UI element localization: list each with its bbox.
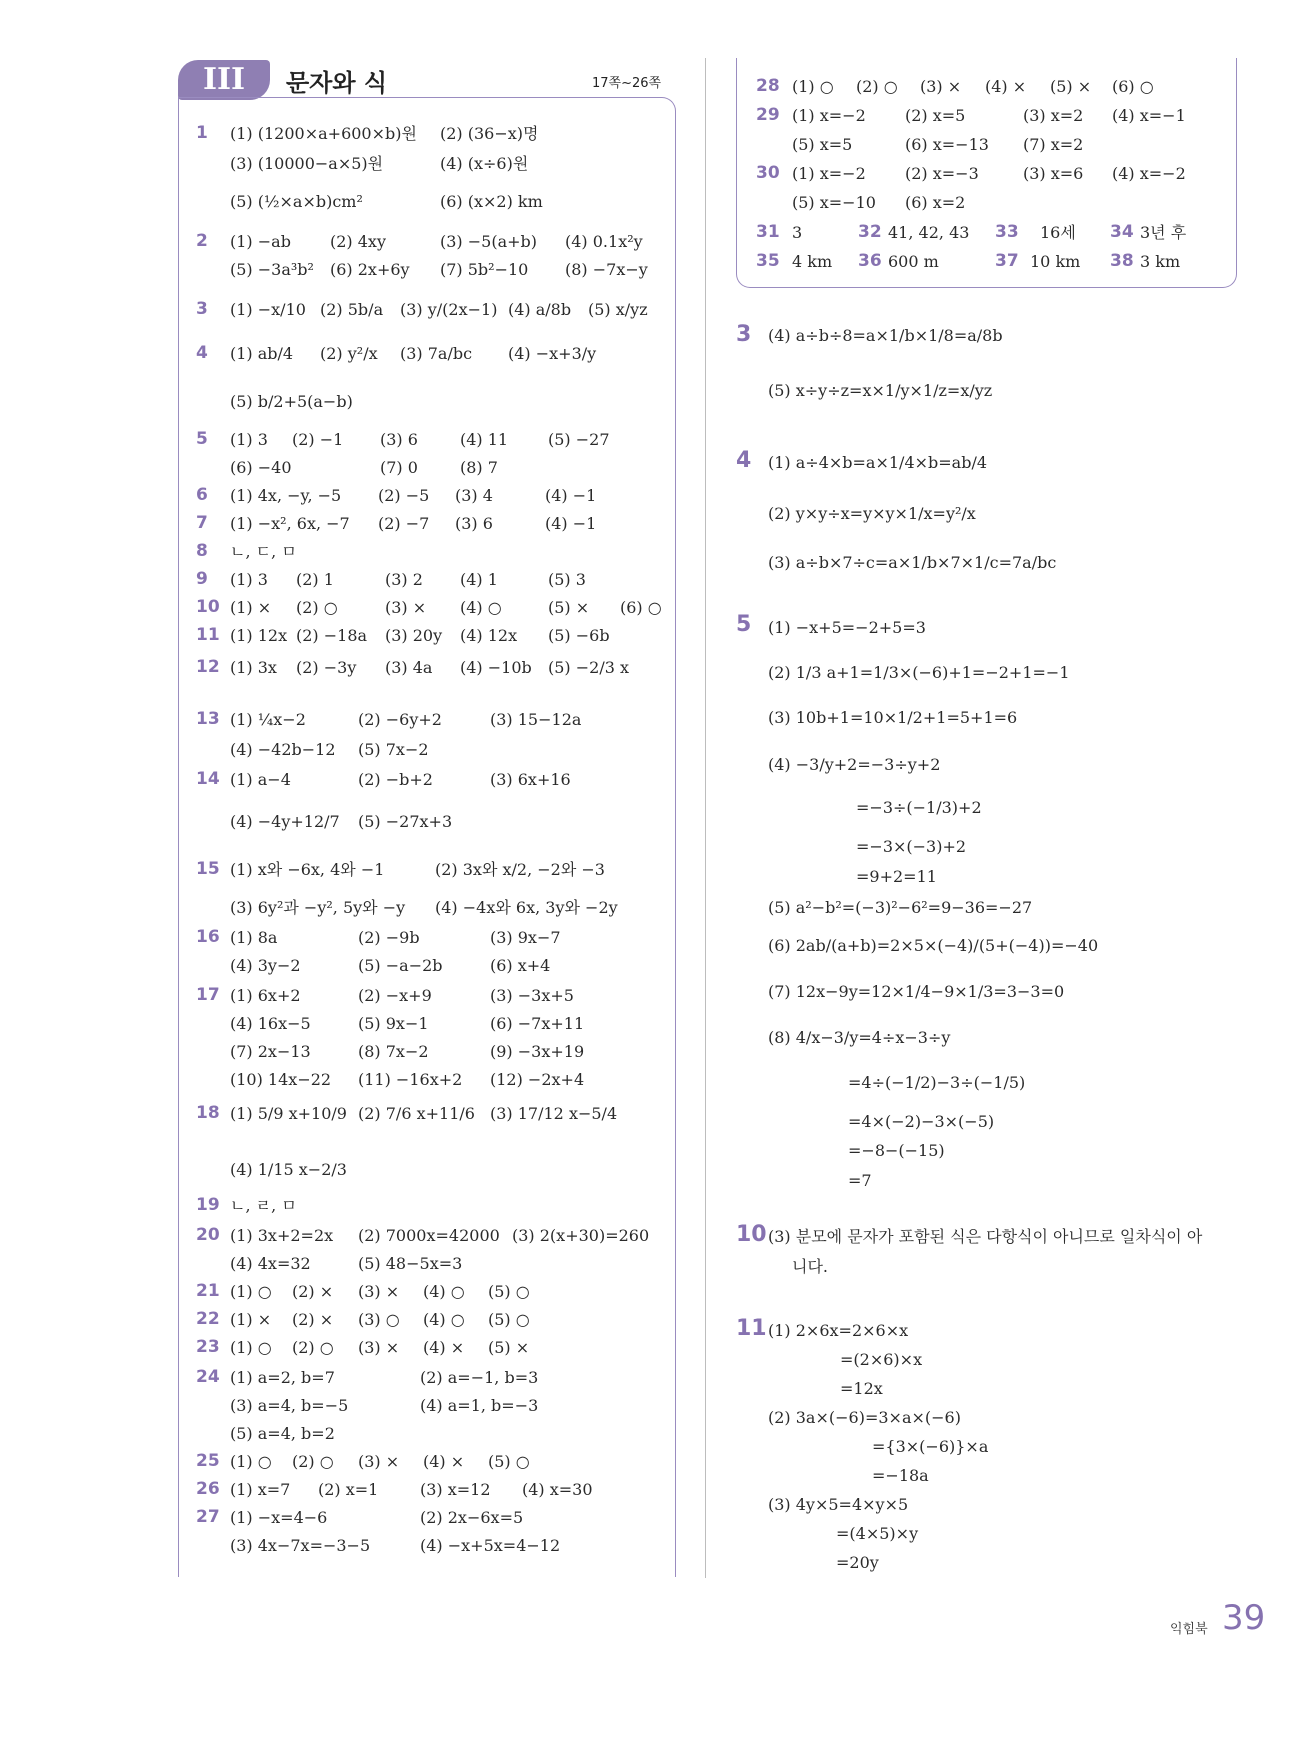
- answer-item: (4) x=30: [522, 1480, 593, 1499]
- answer-item: (5) −2/3 x: [548, 658, 630, 677]
- answer-item: (4) 1: [460, 570, 498, 589]
- answer-number: 23: [196, 1337, 220, 1357]
- solution-line: (4) −3/y+2=−3÷y+2: [768, 755, 941, 774]
- answer-item: ㄴ, ㄹ, ㅁ: [230, 1196, 297, 1215]
- solution-line: (3) 10b+1=10×1/2+1=5+1=6: [768, 708, 1018, 727]
- solution-line: (7) 12x−9y=12×1/4−9×1/3=3−3=0: [768, 982, 1065, 1001]
- solution-line: =12x: [840, 1379, 883, 1398]
- answer-number: 21: [196, 1281, 220, 1301]
- answer-number: 30: [756, 163, 780, 183]
- solution-line: =−3×(−3)+2: [856, 837, 967, 856]
- answer-item: (1) 12x: [230, 626, 288, 645]
- answer-item: (3) −5(a+b): [440, 232, 538, 251]
- solution-line: =4×(−2)−3×(−5): [848, 1112, 995, 1131]
- answer-item: (2) 2x−6x=5: [420, 1508, 524, 1527]
- solution-line: (4) a÷b÷8=a×1/b×1/8=a/8b: [768, 326, 1003, 345]
- footer-label: 익힘북: [1170, 1622, 1208, 1637]
- answer-item: (7) 5b²−10: [440, 260, 529, 279]
- answer-item: (3) (10000−a×5)원: [230, 154, 384, 173]
- answer-item: 3년 후: [1140, 223, 1187, 242]
- answer-item: 41, 42, 43: [888, 223, 970, 242]
- answer-number: 7: [196, 513, 208, 533]
- answer-item: (1) −ab: [230, 232, 291, 251]
- answer-item: (4) x=−2: [1112, 164, 1186, 183]
- answer-item: (4) 0.1x²y: [565, 232, 643, 251]
- answer-item: 3: [792, 223, 803, 242]
- answer-item: (3) ×: [385, 598, 427, 617]
- answer-item: (1) 3x+2=2x: [230, 1226, 334, 1245]
- answer-item: (1) 3: [230, 430, 268, 449]
- solution-line: =−3÷(−1/3)+2: [856, 798, 982, 817]
- answer-item: (1) x=−2: [792, 164, 866, 183]
- answer-item: (4) 4x=32: [230, 1254, 311, 1273]
- answer-item: (1) ab/4: [230, 344, 294, 363]
- answer-number: 8: [196, 541, 208, 561]
- solution-number: 3: [736, 322, 752, 347]
- answer-number: 10: [196, 597, 220, 617]
- answer-item: (5) x/yz: [588, 300, 648, 319]
- answer-item: (4) a/8b: [508, 300, 572, 319]
- answer-item: (2) −7: [378, 514, 430, 533]
- answer-item: (2) (36−x)명: [440, 124, 539, 143]
- answer-item: (4) 11: [460, 430, 509, 449]
- answer-item: (1) ×: [230, 1310, 272, 1329]
- answer-item: (10) 14x−22: [230, 1070, 332, 1089]
- solution-line: (1) 2×6x=2×6×x: [768, 1321, 909, 1340]
- answer-item: (8) −7x−y: [565, 260, 648, 279]
- answer-item: (3) 20y: [385, 626, 443, 645]
- answer-item: (4) −1: [545, 514, 597, 533]
- answer-item: (12) −2x+4: [490, 1070, 585, 1089]
- answer-item: (4) −1: [545, 486, 597, 505]
- answer-item: (1) ○: [792, 77, 834, 96]
- answer-number: 33: [995, 222, 1019, 242]
- answer-number: 19: [196, 1195, 220, 1215]
- solution-number: 10: [736, 1222, 767, 1247]
- answer-item: (4) −10b: [460, 658, 532, 677]
- answer-number: 11: [196, 625, 220, 645]
- answer-item: (2) 5b/a: [320, 300, 384, 319]
- answer-number: 22: [196, 1309, 220, 1329]
- chapter-numeral: III: [178, 60, 270, 100]
- answer-item: (2) −6y+2: [358, 710, 442, 729]
- answer-item: (4) 1/15 x−2/3: [230, 1160, 347, 1179]
- answer-number: 6: [196, 485, 208, 505]
- answer-item: (3) 6: [380, 430, 418, 449]
- answer-item: (5) 3: [548, 570, 586, 589]
- answer-item: (1) a=2, b=7: [230, 1368, 335, 1387]
- answer-item: (5) −27: [548, 430, 610, 449]
- answer-item: (6) −40: [230, 458, 292, 477]
- answer-item: (1) x=−2: [792, 106, 866, 125]
- answer-item: (6) (x×2) km: [440, 192, 543, 211]
- answer-number: 25: [196, 1451, 220, 1471]
- answer-number: 4: [196, 343, 208, 363]
- answer-item: (2) ×: [292, 1282, 334, 1301]
- answer-item: (2) −b+2: [358, 770, 433, 789]
- answer-item: (1) 3x: [230, 658, 277, 677]
- answer-item: (3) x=12: [420, 1480, 491, 1499]
- answer-number: 15: [196, 859, 220, 879]
- answer-item: (3) ×: [358, 1282, 400, 1301]
- answer-item: (2) 1: [296, 570, 334, 589]
- answer-item: (2) ○: [856, 77, 898, 96]
- solution-line: (2) 3a×(−6)=3×a×(−6): [768, 1408, 961, 1427]
- answer-item: (1) a−4: [230, 770, 291, 789]
- solution-line: (5) x÷y÷z=x×1/y×1/z=x/yz: [768, 381, 993, 400]
- answer-item: (8) 7x−2: [358, 1042, 429, 1061]
- answer-number: 13: [196, 709, 220, 729]
- answer-item: (1) 5/9 x+10/9: [230, 1104, 347, 1123]
- answer-item: (2) 7/6 x+11/6: [358, 1104, 475, 1123]
- answer-item: (3) 7a/bc: [400, 344, 473, 363]
- answer-item: (7) 2x−13: [230, 1042, 311, 1061]
- answer-item: (5) 48−5x=3: [358, 1254, 463, 1273]
- answer-number: 29: [756, 105, 780, 125]
- answer-item: (4) −4y+12/7: [230, 812, 340, 831]
- solution-number: 5: [736, 612, 752, 637]
- solution-line: (3) 4y×5=4×y×5: [768, 1495, 909, 1514]
- solution-line: =9+2=11: [856, 867, 937, 886]
- answer-item: (4) (x÷6)원: [440, 154, 529, 173]
- solution-number: 11: [736, 1316, 767, 1341]
- answer-item: (3) x=2: [1023, 106, 1084, 125]
- answer-number: 18: [196, 1103, 220, 1123]
- answer-item: 16세: [1040, 223, 1076, 242]
- answer-item: (5) 7x−2: [358, 740, 429, 759]
- answer-item: (2) x=5: [905, 106, 966, 125]
- answer-item: (3) y/(2x−1): [400, 300, 498, 319]
- answer-number: 20: [196, 1225, 220, 1245]
- answer-item: (6) ○: [1112, 77, 1154, 96]
- answer-item: (3) 6: [455, 514, 493, 533]
- answer-item: (5) a=4, b=2: [230, 1424, 335, 1443]
- column-divider: [705, 58, 706, 1578]
- answer-item: (6) x=2: [905, 193, 966, 212]
- answer-item: (4) ○: [460, 598, 502, 617]
- answer-item: (3) ×: [358, 1338, 400, 1357]
- answer-item: (1) (1200×a+600×b)원: [230, 124, 417, 143]
- answer-item: (4) −x+3/y: [508, 344, 597, 363]
- answer-item: (4) ×: [985, 77, 1027, 96]
- solution-line: =−8−(−15): [848, 1141, 945, 1160]
- answer-item: (3) 4a: [385, 658, 433, 677]
- answer-item: (1) 4x, −y, −5: [230, 486, 342, 505]
- answer-item: (4) ○: [423, 1282, 465, 1301]
- answer-item: (3) x=6: [1023, 164, 1084, 183]
- answer-item: (2) −18a: [296, 626, 368, 645]
- solution-line: =4÷(−1/2)−3÷(−1/5): [848, 1073, 1026, 1092]
- answer-item: (3) 2(x+30)=260: [512, 1226, 650, 1245]
- answer-item: (3) 6y²과 −y², 5y와 −y: [230, 898, 406, 917]
- solution-line: (1) −x+5=−2+5=3: [768, 618, 926, 637]
- solution-line: (3) a÷b×7÷c=a×1/b×7×1/c=7a/bc: [768, 553, 1057, 572]
- answer-item: (3) 4x−7x=−3−5: [230, 1536, 371, 1555]
- answer-item: (4) ×: [423, 1338, 465, 1357]
- answer-item: (2) y²/x: [320, 344, 378, 363]
- solution-line: =(2×6)×x: [840, 1350, 923, 1369]
- answer-item: (4) −42b−12: [230, 740, 336, 759]
- answer-item: (2) −5: [378, 486, 430, 505]
- solution-line: (8) 4/x−3/y=4÷x−3÷y: [768, 1028, 951, 1047]
- answer-item: (3) 15−12a: [490, 710, 582, 729]
- answer-item: (5) −3a³b²: [230, 260, 314, 279]
- answer-number: 35: [756, 251, 780, 271]
- answer-number: 31: [756, 222, 780, 242]
- answer-item: (5) (½×a×b)cm²: [230, 192, 363, 211]
- answer-item: (5) −6b: [548, 626, 610, 645]
- answer-item: (5) ○: [488, 1282, 530, 1301]
- solution-line: =20y: [836, 1553, 879, 1572]
- answer-item: (5) ×: [1050, 77, 1092, 96]
- answer-item: (4) 16x−5: [230, 1014, 311, 1033]
- answer-number: 37: [995, 251, 1019, 271]
- chapter-title: 문자와 식: [286, 69, 388, 97]
- answer-item: 4 km: [792, 252, 833, 271]
- answer-item: (1) −x², 6x, −7: [230, 514, 350, 533]
- answer-number: 5: [196, 429, 208, 449]
- answer-item: (1) −x=4−6: [230, 1508, 328, 1527]
- answer-item: (1) −x/10: [230, 300, 306, 319]
- answer-item: (1) ○: [230, 1282, 272, 1301]
- page-range: 17쪽~26쪽: [592, 76, 662, 91]
- answer-item: ㄴ, ㄷ, ㅁ: [230, 542, 297, 561]
- answer-number: 9: [196, 569, 208, 589]
- page-number: 39: [1222, 1598, 1266, 1638]
- answer-number: 12: [196, 657, 220, 677]
- answer-item: (2) ○: [292, 1452, 334, 1471]
- answer-item: (2) ○: [296, 598, 338, 617]
- answer-item: (3) 2: [385, 570, 423, 589]
- answer-item: (2) −3y: [296, 658, 357, 677]
- solution-line: (1) a÷4×b=a×1/4×b=ab/4: [768, 453, 988, 472]
- answer-item: (4) a=1, b=−3: [420, 1396, 539, 1415]
- answer-item: (8) 7: [460, 458, 498, 477]
- answer-item: (1) 3: [230, 570, 268, 589]
- answer-item: (6) x+4: [490, 956, 551, 975]
- answer-item: (1) x와 −6x, 4와 −1: [230, 860, 385, 879]
- answer-number: 27: [196, 1507, 220, 1527]
- answer-item: (1) ○: [230, 1452, 272, 1471]
- answer-item: (5) 9x−1: [358, 1014, 429, 1033]
- answer-item: (4) 3y−2: [230, 956, 301, 975]
- answer-item: (5) x=−10: [792, 193, 876, 212]
- answer-item: (6) ○: [620, 598, 662, 617]
- solution-line: =−18a: [872, 1466, 929, 1485]
- answer-item: (2) 7000x=42000: [358, 1226, 500, 1245]
- answer-item: (4) −x+5x=4−12: [420, 1536, 561, 1555]
- answer-item: (6) x=−13: [905, 135, 989, 154]
- answer-item: (2) x=1: [318, 1480, 379, 1499]
- answer-item: (3) a=4, b=−5: [230, 1396, 349, 1415]
- answer-number: 28: [756, 76, 780, 96]
- answer-item: (2) 4xy: [330, 232, 386, 251]
- answer-item: (5) ○: [488, 1310, 530, 1329]
- answer-item: (1) 8a: [230, 928, 278, 947]
- answer-item: (2) a=−1, b=3: [420, 1368, 539, 1387]
- answer-number: 24: [196, 1367, 220, 1387]
- answer-item: (5) x=5: [792, 135, 853, 154]
- solution-line: (2) 1/3 a+1=1/3×(−6)+1=−2+1=−1: [768, 663, 1070, 682]
- answer-item: (6) 2x+6y: [330, 260, 410, 279]
- answer-item: (4) 12x: [460, 626, 518, 645]
- answer-item: (2) ×: [292, 1310, 334, 1329]
- solution-line: =7: [848, 1171, 872, 1190]
- solution-line: 니다.: [792, 1257, 828, 1276]
- answer-item: (2) −x+9: [358, 986, 432, 1005]
- solution-line: (2) y×y÷x=y×y×1/x=y²/x: [768, 504, 976, 523]
- solution-line: (5) a²−b²=(−3)²−6²=9−36=−27: [768, 898, 1033, 917]
- answer-item: (2) −9b: [358, 928, 420, 947]
- solution-number: 4: [736, 448, 752, 473]
- answer-number: 36: [858, 251, 882, 271]
- answer-item: (1) 6x+2: [230, 986, 301, 1005]
- answer-item: (1) ○: [230, 1338, 272, 1357]
- answer-item: (4) ○: [423, 1310, 465, 1329]
- answer-item: (3) 17/12 x−5/4: [490, 1104, 618, 1123]
- answer-number: 16: [196, 927, 220, 947]
- answer-item: (3) ×: [358, 1452, 400, 1471]
- answer-item: (1) ×: [230, 598, 272, 617]
- answer-item: (3) −3x+5: [490, 986, 574, 1005]
- answer-item: (4) x=−1: [1112, 106, 1186, 125]
- answer-number: 32: [858, 222, 882, 242]
- answer-item: (2) ○: [292, 1338, 334, 1357]
- answer-number: 2: [196, 231, 208, 251]
- answer-item: (3) ×: [920, 77, 962, 96]
- answer-item: (5) ×: [548, 598, 590, 617]
- answer-item: (5) ×: [488, 1338, 530, 1357]
- answer-item: (5) ○: [488, 1452, 530, 1471]
- solution-line: (6) 2ab/(a+b)=2×5×(−4)/(5+(−4))=−40: [768, 936, 1099, 955]
- answer-number: 14: [196, 769, 220, 789]
- answer-item: (3) 4: [455, 486, 493, 505]
- solution-line: =(4×5)×y: [836, 1524, 919, 1543]
- answer-item: (11) −16x+2: [358, 1070, 463, 1089]
- answer-item: (3) 6x+16: [490, 770, 571, 789]
- solution-line: ={3×(−6)}×a: [872, 1437, 989, 1456]
- answer-item: (6) −7x+11: [490, 1014, 585, 1033]
- answer-number: 26: [196, 1479, 220, 1499]
- answer-item: 3 km: [1140, 252, 1181, 271]
- answer-item: 10 km: [1030, 252, 1081, 271]
- answer-item: (1) x=7: [230, 1480, 291, 1499]
- answer-item: (2) 3x와 x/2, −2와 −3: [435, 860, 605, 879]
- answer-item: (9) −3x+19: [490, 1042, 585, 1061]
- solution-line: (3) 분모에 문자가 포함된 식은 다항식이 아니므로 일차식이 아: [768, 1227, 1203, 1246]
- answer-item: (2) −1: [292, 430, 344, 449]
- answer-item: (1) ¼x−2: [230, 710, 306, 729]
- answer-item: (7) 0: [380, 458, 418, 477]
- answer-item: 600 m: [888, 252, 939, 271]
- answer-number: 38: [1110, 251, 1134, 271]
- answer-item: (5) b/2+5(a−b): [230, 392, 353, 411]
- answer-item: (2) x=−3: [905, 164, 979, 183]
- answer-item: (7) x=2: [1023, 135, 1084, 154]
- answer-item: (4) ×: [423, 1452, 465, 1471]
- answer-number: 17: [196, 985, 220, 1005]
- answer-number: 3: [196, 299, 208, 319]
- answer-item: (5) −27x+3: [358, 812, 453, 831]
- answer-item: (5) −a−2b: [358, 956, 443, 975]
- answer-item: (3) 9x−7: [490, 928, 561, 947]
- answer-item: (4) −4x와 6x, 3y와 −2y: [435, 898, 618, 917]
- answer-number: 1: [196, 123, 208, 143]
- answer-item: (3) ○: [358, 1310, 400, 1329]
- answer-number: 34: [1110, 222, 1134, 242]
